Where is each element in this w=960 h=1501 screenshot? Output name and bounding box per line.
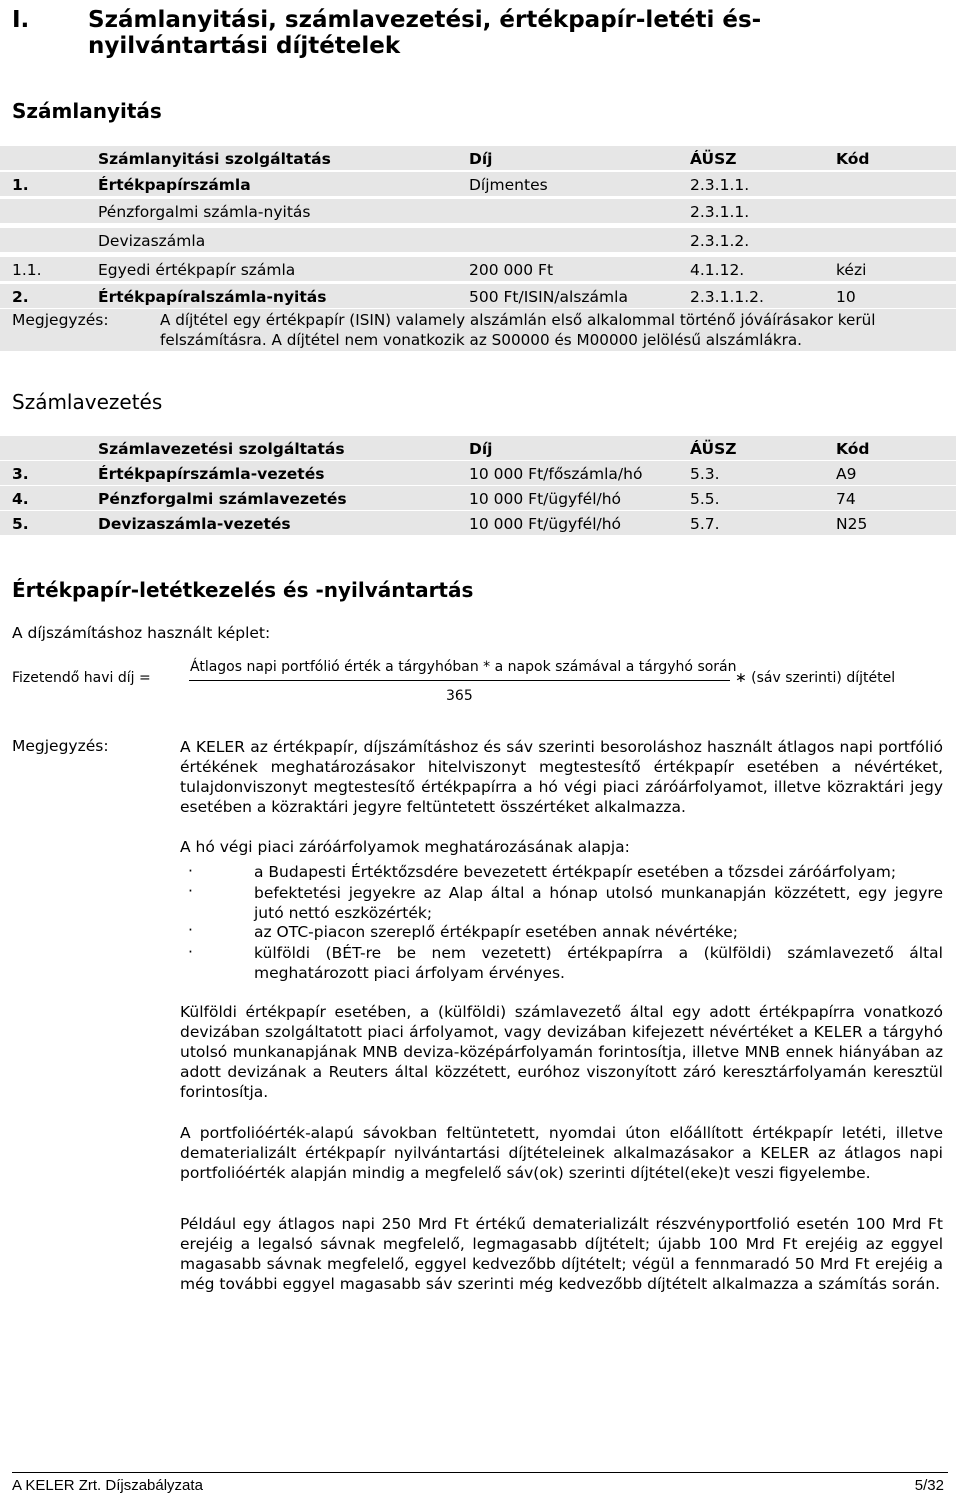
note-block <box>0 309 956 351</box>
formula-numerator: Átlagos napi portfólió érték a tárgyhóban * a napok számával a tárgyhó során <box>190 659 737 675</box>
row-service: Egyedi értékpapír számla <box>98 261 296 279</box>
paragraph-3: Külföldi értékpapír esetében, a (külföldi) számlavezető által egy adott értékpapírra vonatkozó devizában szolgáltatott piaci árfolyamot, vagy devizában kifejezett névértéket a KELER a tárgyhó utolsó munkanapjának MNB deviza-középárfolyamán forintosítja, illetve MNB ennek hiányában az adott devizának a Reuters által közzétett, euróhoz viszonyított záró keresztárfolyamán keresztül forintosítja. <box>180 1003 943 1101</box>
table-row <box>0 228 956 252</box>
row-service: Devizaszámla-vezetés <box>98 515 291 533</box>
note-label: Megjegyzés: <box>12 737 109 755</box>
row-ausz: 5.3. <box>690 465 720 483</box>
note-label: Megjegyzés: <box>12 311 109 329</box>
row-fee: Díjmentes <box>469 176 548 194</box>
table-header-row <box>0 436 956 460</box>
section-number: I. <box>12 7 30 33</box>
row-code: 74 <box>836 490 856 508</box>
note-line1: A díjtétel egy értékpapír (ISIN) valamely alszámlán első alkalommal történő jóváírásakor kerül <box>160 311 876 329</box>
row-number: 4. <box>12 490 29 508</box>
list-item: befektetési jegyekre az Alap által a hónap utolsó munkanapján közzétett, egy jegyre jutó nettó eszközérték; <box>254 884 943 922</box>
row-ausz: 2.3.1.1. <box>690 203 750 221</box>
row-service: Devizaszámla <box>98 232 206 250</box>
row-ausz: 2.3.1.1. <box>690 176 750 194</box>
table-header-row <box>0 146 956 170</box>
table-row <box>0 172 956 196</box>
table-row <box>0 511 956 535</box>
table-row <box>0 461 956 485</box>
row-number: 1. <box>12 176 29 194</box>
footer-doc-name: A KELER Zrt. Díjszabályzata <box>12 1477 203 1494</box>
row-fee: 10 000 Ft/ügyfél/hó <box>469 490 622 508</box>
col-service-header: Számlanyitási szolgáltatás <box>98 150 331 168</box>
bullet-symbol: · <box>188 862 193 880</box>
col-code-header: Kód <box>836 440 870 458</box>
row-fee: 10 000 Ft/főszámla/hó <box>469 465 643 483</box>
list-item: a Budapesti Értéktőzsdére bevezetett értékpapír esetében a tőzsdei záróárfolyam; <box>254 863 897 881</box>
col-fee-header: Díj <box>469 440 493 458</box>
row-service: Értékpapírszámla-vezetés <box>98 465 325 483</box>
formula-lhs: Fizetendő havi díj = <box>12 670 151 686</box>
footer-page-number: 5/32 <box>914 1477 944 1494</box>
row-service: Értékpapíralszámla-nyitás <box>98 288 327 306</box>
table-row <box>0 199 956 223</box>
bullet-symbol: · <box>188 882 193 900</box>
row-number: 1.1. <box>12 261 42 279</box>
list-item: külföldi (BÉT-re be nem vezetett) értékpapírra a (külföldi) számlavezető által meghatározott piaci árfolyam érvényes. <box>254 944 943 982</box>
table-row <box>0 486 956 510</box>
col-ausz-header: ÁÜSZ <box>690 440 737 458</box>
list-item: az OTC-piacon szereplő értékpapír esetében annak névértéke; <box>254 923 738 941</box>
row-code: 10 <box>836 288 856 306</box>
paragraph-2: A hó végi piaci záróárfolyamok meghatározásának alapja: <box>180 838 630 856</box>
bullet-symbol: · <box>188 943 193 961</box>
col-code-header: Kód <box>836 150 870 168</box>
note-line2: felszámításra. A díjtétel nem vonatkozik az S00000 és M00000 jelölésű alszámlákra. <box>160 331 802 349</box>
row-ausz: 2.3.1.1.2. <box>690 288 764 306</box>
row-service: Pénzforgalmi számlavezetés <box>98 490 347 508</box>
fraction-bar <box>189 680 730 681</box>
page-title-line2: nyilvántartási díjtételek <box>88 33 401 59</box>
paragraph-1: A KELER az értékpapír, díjszámításhoz és sáv szerinti besoroláshoz használt átlagos napi portfólió értékének meghatározásakor hitelviszonyt megtestesítő értékpapír esetében a névértéket, tulajdonviszonyt megtestesítő értékpapírra a hó végi piaci záróárfolyamot, illetve közraktári jegy esetében a közraktári jegyre feltüntetett összértéket alkalmazza. <box>180 738 943 816</box>
row-ausz: 5.5. <box>690 490 720 508</box>
section-heading-szamlanyitas: Számlanyitás <box>12 99 162 123</box>
formula-denominator: 365 <box>446 688 473 704</box>
row-code: N25 <box>836 515 868 533</box>
row-code: kézi <box>836 261 867 279</box>
row-ausz: 5.7. <box>690 515 720 533</box>
paragraph-4: A portfolióérték-alapú sávokban feltüntetett, nyomdai úton előállított értékpapír letéti, illetve dematerializált értékpapír nyilvántartási díjtételeinek alkalmazásakor a KELER az átlagos napi portfolióérték alapján mindig a megfelelő sáv(ok) szerinti díjtétel(eke)t veszi figyelembe. <box>180 1124 943 1182</box>
row-fee: 10 000 Ft/ügyfél/hó <box>469 515 622 533</box>
row-fee: 500 Ft/ISIN/alszámla <box>469 288 628 306</box>
col-fee-header: Díj <box>469 150 493 168</box>
row-fee: 200 000 Ft <box>469 261 554 279</box>
table-row <box>0 257 956 281</box>
footer-rule <box>12 1472 948 1473</box>
page-title-line1: Számlanyitási, számlavezetési, értékpapír-letéti és- <box>88 7 762 33</box>
section-heading-letetkezeles: Értékpapír-letétkezelés és -nyilvántartás <box>12 578 474 602</box>
row-code: A9 <box>836 465 857 483</box>
section-heading-szamlavezetes: Számlavezetés <box>12 390 163 414</box>
row-service: Értékpapírszámla <box>98 176 251 194</box>
row-ausz: 4.1.12. <box>690 261 745 279</box>
table-row <box>0 284 956 308</box>
col-ausz-header: ÁÜSZ <box>690 150 737 168</box>
row-ausz: 2.3.1.2. <box>690 232 750 250</box>
row-number: 3. <box>12 465 29 483</box>
bullet-symbol: · <box>188 921 193 939</box>
row-number: 5. <box>12 515 29 533</box>
formula-intro: A díjszámításhoz használt képlet: <box>12 624 271 642</box>
formula-rhs: ∗ (sáv szerinti) díjtétel <box>735 670 896 686</box>
row-number: 2. <box>12 288 29 306</box>
paragraph-5: Például egy átlagos napi 250 Mrd Ft értékű dematerializált részvényportfolió esetén 100 Mrd Ft erejéig a legalsó sávnak megfelelő, legmagasabb díjtételt; újabb 100 Mrd Ft erejéig az eggyel magasabb sávnak megfelelő, eggyel kedvezőbb díjtételt; végül a fennmaradó 50 Mrd Ft erejéig a még további eggyel magasabb sáv szerinti még kedvezőbb díjtételt alkalmazza a számítás során. <box>180 1215 943 1293</box>
row-service: Pénzforgalmi számla-nyitás <box>98 203 311 221</box>
col-service-header: Számlavezetési szolgáltatás <box>98 440 345 458</box>
